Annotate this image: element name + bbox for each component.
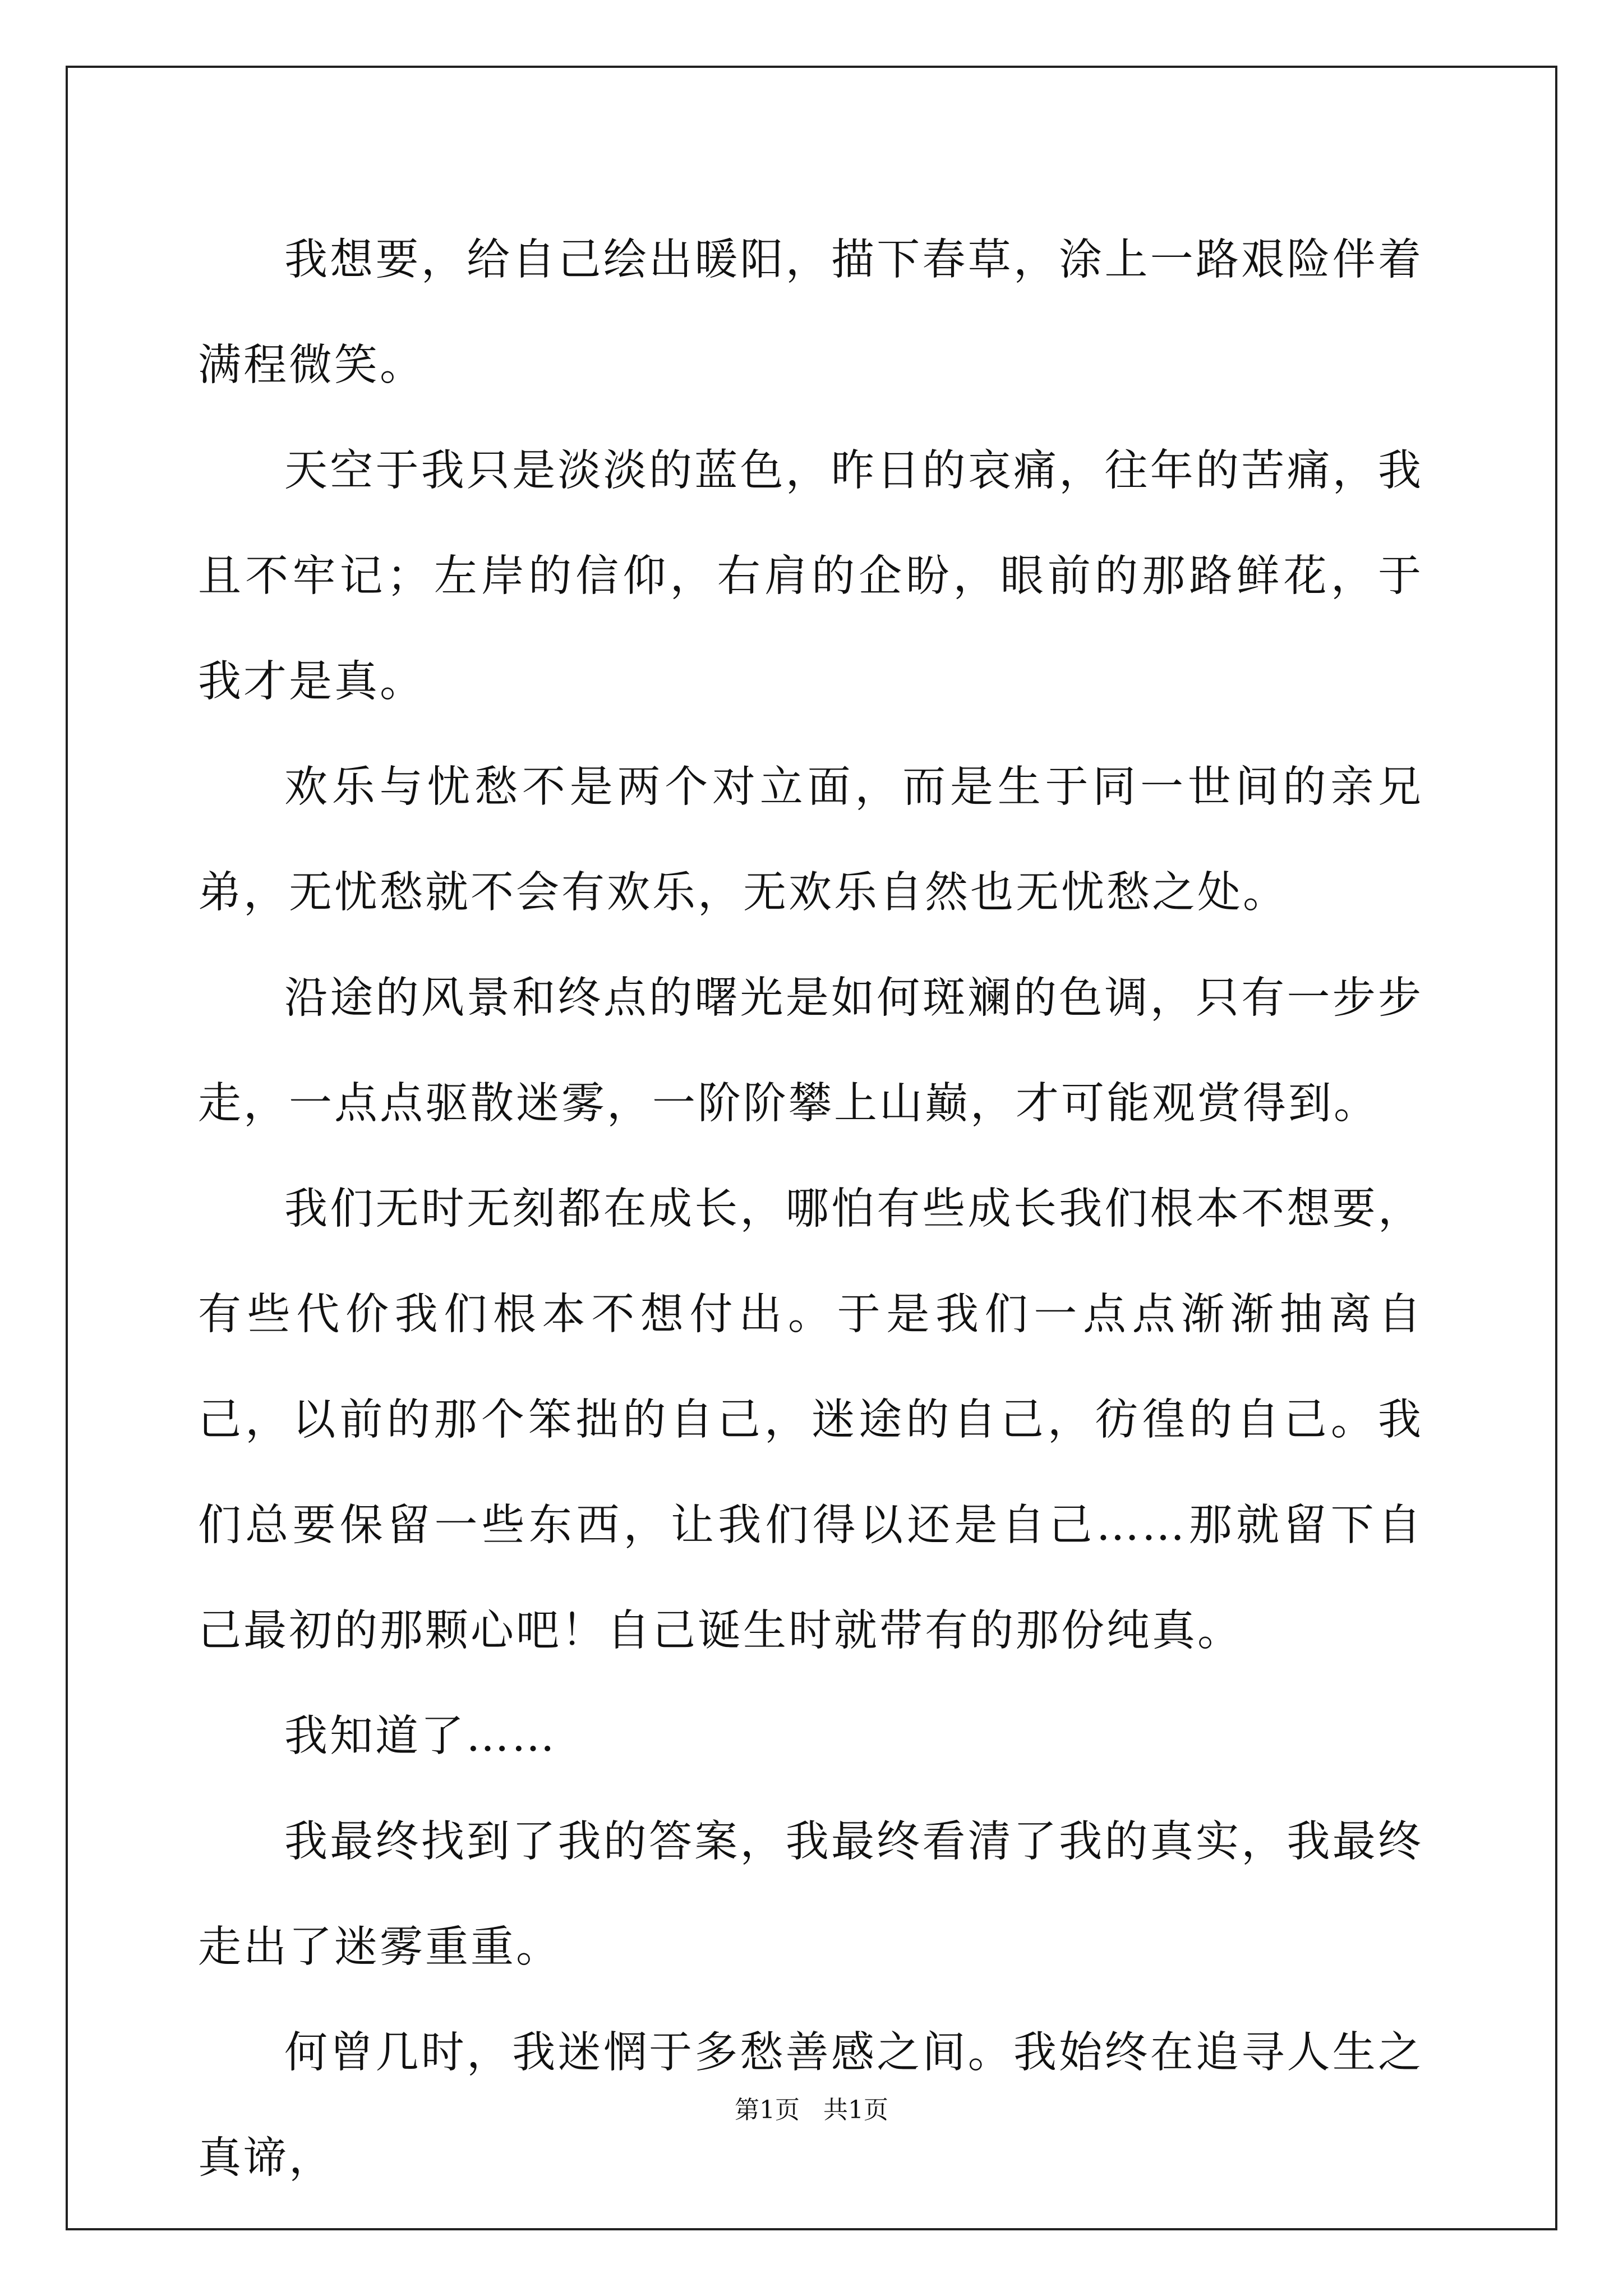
paragraph: 沿途的风景和终点的曙光是如何斑斓的色调，只有一步步走，一点点驱散迷雾，一阶阶攀上山巅，才可能观赏得到。	[198, 973, 1423, 1129]
paragraph: 我知道了……	[284, 1711, 557, 1761]
document-body	[198, 208, 1423, 2211]
paragraph: 欢乐与忧愁不是两个对立面，而是生于同一世间的亲兄弟，无忧愁就不会有欢乐，无欢乐自然也无忧愁之处。	[198, 762, 1423, 918]
paragraph: 我想要，给自己绘出暖阳，描下春草，涂上一路艰险伴着满程微笑。	[198, 235, 1423, 390]
page-footer	[0, 2093, 1623, 2127]
paragraph: 我们无时无刻都在成长，哪怕有些成长我们根本不想要，有些代价我们根本不想付出。于是我们一点点渐渐抽离自己，以前的那个笨拙的自己，迷途的自己，彷徨的自己。我们总要保留一些东西，让我们得以还是自己……那就留下自己最初的那颗心吧！自己诞生时就带有的那份纯真。	[198, 1184, 1423, 1656]
paragraph: 天空于我只是淡淡的蓝色，昨日的哀痛，往年的苦痛，我且不牢记；左岸的信仰，右肩的企盼，眼前的那路鲜花，于我才是真。	[198, 446, 1423, 707]
paragraph: 我最终找到了我的答案，我最终看清了我的真实，我最终走出了迷雾重重。	[198, 1817, 1423, 1972]
page-number: 第1页	[735, 2096, 800, 2124]
paragraph: 何曾几时，我迷惘于多愁善感之间。我始终在追寻人生之真谛，	[198, 2028, 1423, 2183]
page-total: 共1页	[823, 2096, 888, 2124]
